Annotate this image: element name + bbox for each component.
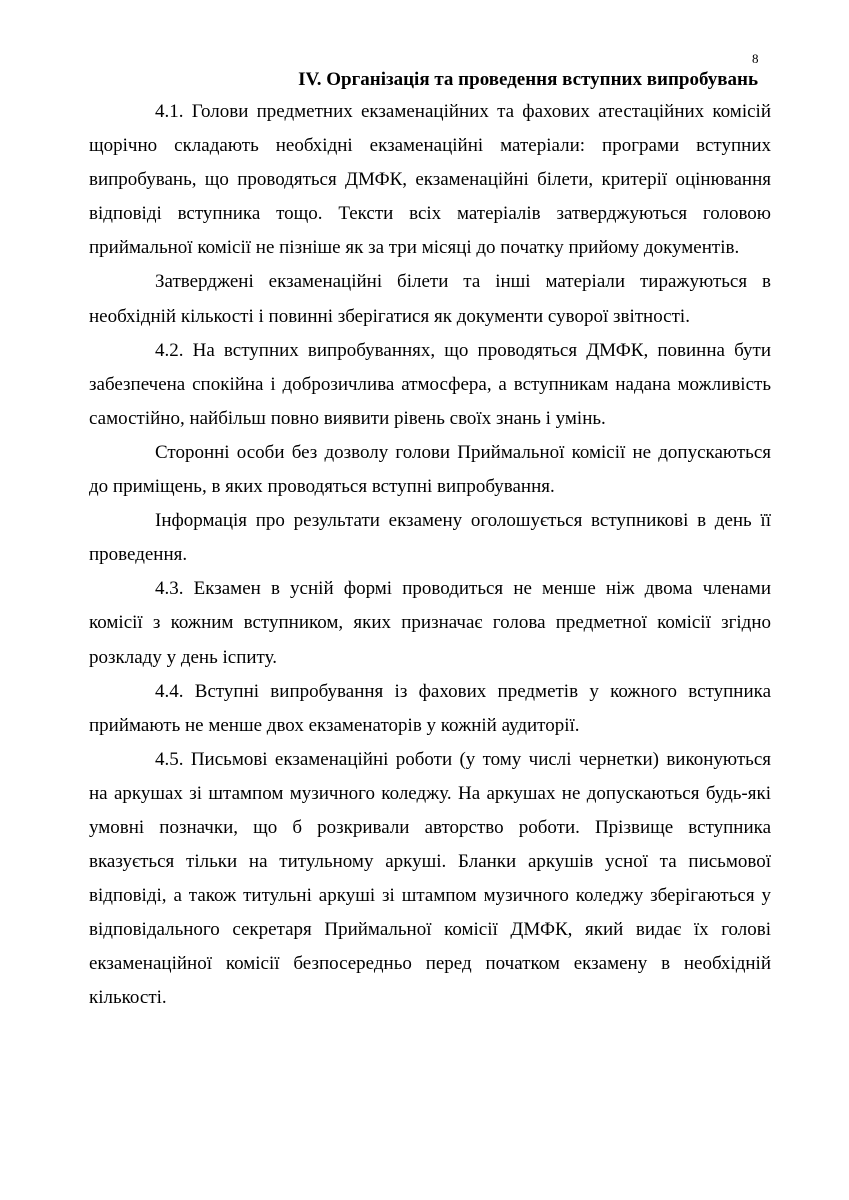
paragraph-approved-tickets: Затверджені екзаменаційні білети та інші матеріали тиражуються в необхідній кількості і повинні зберігатися як документи суворої звітності. <box>89 271 771 327</box>
section-body <box>89 95 771 1016</box>
paragraph-4-1: 4.1. Голови предметних екзаменаційних та фахових атестаційних комісій щорічно складають необхідні екзаменаційні матеріали: програми вступних випробувань, що проводяться ДМФК, екзаменаційні білети, критерії оцінювання відповіді вступника тощо. Тексти всіх матеріалів затверджуються головою приймальної комісії не пізніше як за три місяці до початку прийому документів. <box>89 101 771 259</box>
paragraph-outsiders: Сторонні особи без дозволу голови Приймальної комісії не допускаються до приміщень, в яких проводяться вступні випробування. <box>89 441 771 498</box>
paragraph-4-2: 4.2. На вступних випробуваннях, що проводяться ДМФК, повинна бути забезпечена спокійна і доброзичлива атмосфера, а вступникам надана можливість самостійно, найбільш повно виявити рівень своїх знань і умінь. <box>89 339 771 429</box>
section-heading: IV. Організація та проведення вступних випробувань <box>298 69 758 90</box>
paragraph-4-3: 4.3. Екзамен в усній формі проводиться не менше ніж двома членами комісії з кожним вступником, яких призначає голова предметної комісії згідно розкладу у день іспиту. <box>89 578 771 668</box>
paragraph-4-4: 4.4. Вступні випробування із фахових предметів у кожного вступника приймають не менше двох екзаменаторів у кожній аудиторії. <box>89 680 771 736</box>
paragraph-4-5: 4.5. Письмові екзаменаційні роботи (у тому числі чернетки) виконуються на аркушах зі штампом музичного коледжу. На аркушах не допускаються будь-які умовні позначки, що б розкривали авторство роботи. Прізвище вступника вказується тільки на титульному аркуші. Бланки аркушів усної та письмової відповіді, а також титульні аркуші зі штампом музичного коледжу зберігаються у відповідального секретаря Приймальної комісії ДМФК, який видає їх голові екзаменаційної комісії безпосередньо перед початком екзамену в необхідній кількості. <box>89 748 771 1009</box>
page-number: 8 <box>752 51 759 66</box>
paragraph-results-info: Інформація про результати екзамену оголошується вступникові в день її проведення. <box>89 510 771 566</box>
